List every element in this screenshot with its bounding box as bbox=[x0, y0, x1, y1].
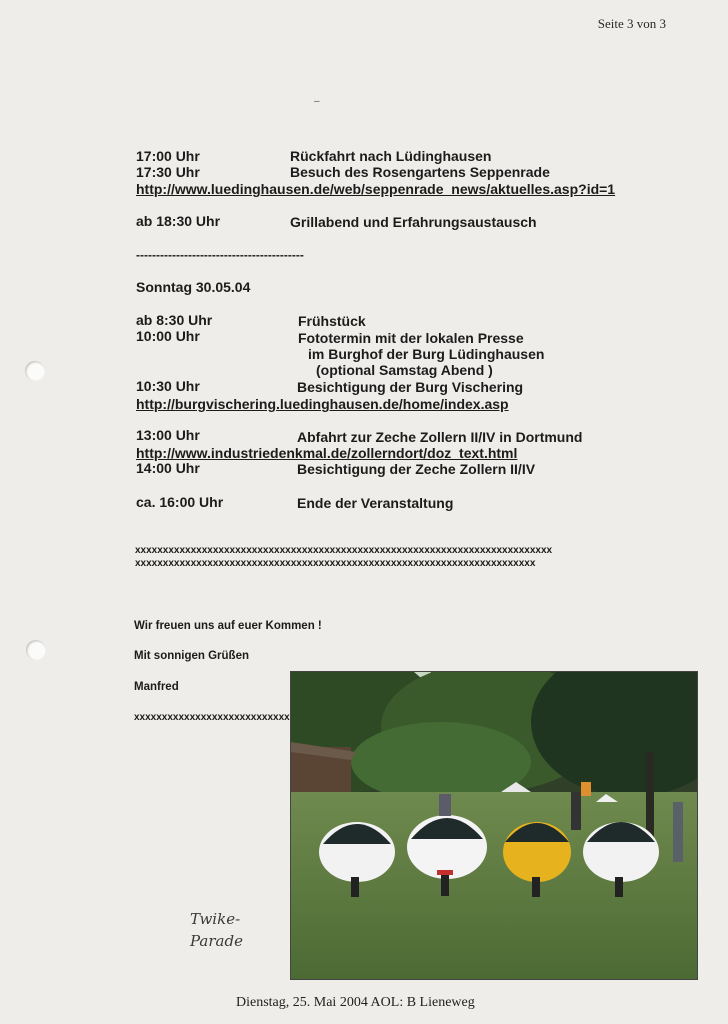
url-link[interactable]: http://burgvischering.luedinghausen.de/home/index.asp bbox=[136, 396, 509, 412]
schedule-event-detail: (optional Samstag Abend ) bbox=[316, 362, 493, 378]
schedule-event: Abfahrt zur Zeche Zollern II/IV in Dortmund bbox=[297, 429, 583, 445]
punch-hole bbox=[26, 640, 46, 660]
schedule-event: Ende der Veranstaltung bbox=[297, 495, 454, 511]
schedule-event: Fototermin mit der lokalen Presse bbox=[298, 330, 524, 346]
x-line: xxxxxxxxxxxxxxxxxxxxxxxxxxxxxxxxxxxxxxxxxxxxxxxxxxxxxxxxxxxxxxxxxxxxxxxxxxx bbox=[135, 545, 553, 556]
closing-line: Wir freuen uns auf euer Kommen ! bbox=[134, 620, 322, 632]
schedule-time: 14:00 Uhr bbox=[136, 460, 200, 476]
schedule-time: ca. 16:00 Uhr bbox=[136, 494, 224, 510]
handwritten-caption: Twike- Parade bbox=[190, 910, 243, 950]
x-line: xxxxxxxxxxxxxxxxxxxxxxxxxxxxxxxxxxxxxxxxxxxxxxxxxxxxxxxxxxxxxxxxxxxxxxxx bbox=[135, 558, 536, 569]
schedule-time: 10:30 Uhr bbox=[136, 378, 200, 394]
schedule-event: Besichtigung der Burg Vischering bbox=[297, 379, 524, 395]
separator-line: ------------------------------------------ bbox=[136, 248, 304, 262]
url-link[interactable]: http://www.luedinghausen.de/web/seppenrade_news/aktuelles.asp?id=1 bbox=[136, 181, 616, 197]
closing-line: Mit sonnigen Grüßen bbox=[134, 650, 249, 662]
schedule-event: Frühstück bbox=[298, 313, 366, 329]
schedule-time: ab 18:30 Uhr bbox=[136, 213, 221, 229]
schedule-event: Rückfahrt nach Lüdinghausen bbox=[290, 148, 492, 164]
schedule-event: Grillabend und Erfahrungsaustausch bbox=[290, 214, 537, 230]
schedule-time: 10:00 Uhr bbox=[136, 328, 200, 344]
punch-hole bbox=[25, 361, 45, 381]
page-footer: Dienstag, 25. Mai 2004 AOL: B Lieneweg bbox=[236, 995, 475, 1010]
x-line: xxxxxxxxxxxxxxxxxxxxxxxxxxxx bbox=[134, 712, 290, 723]
schedule-event: Besuch des Rosengartens Seppenrade bbox=[290, 164, 550, 180]
paper-speck: – bbox=[314, 96, 320, 107]
schedule-event-detail: im Burghof der Burg Lüdinghausen bbox=[308, 346, 545, 362]
day-heading: Sonntag 30.05.04 bbox=[136, 279, 251, 295]
twike-parade-photo bbox=[290, 671, 698, 980]
schedule-time: 17:00 Uhr bbox=[136, 148, 200, 164]
schedule-time: 17:30 Uhr bbox=[136, 164, 200, 180]
schedule-time: ab 8:30 Uhr bbox=[136, 312, 213, 328]
schedule-event: Besichtigung der Zeche Zollern II/IV bbox=[297, 461, 536, 477]
url-link[interactable]: http://www.industriedenkmal.de/zollerndort/doz_text.html bbox=[136, 445, 518, 461]
schedule-time: 13:00 Uhr bbox=[136, 427, 200, 443]
page-number: Seite 3 von 3 bbox=[597, 16, 666, 31]
signature: Manfred bbox=[134, 681, 179, 693]
